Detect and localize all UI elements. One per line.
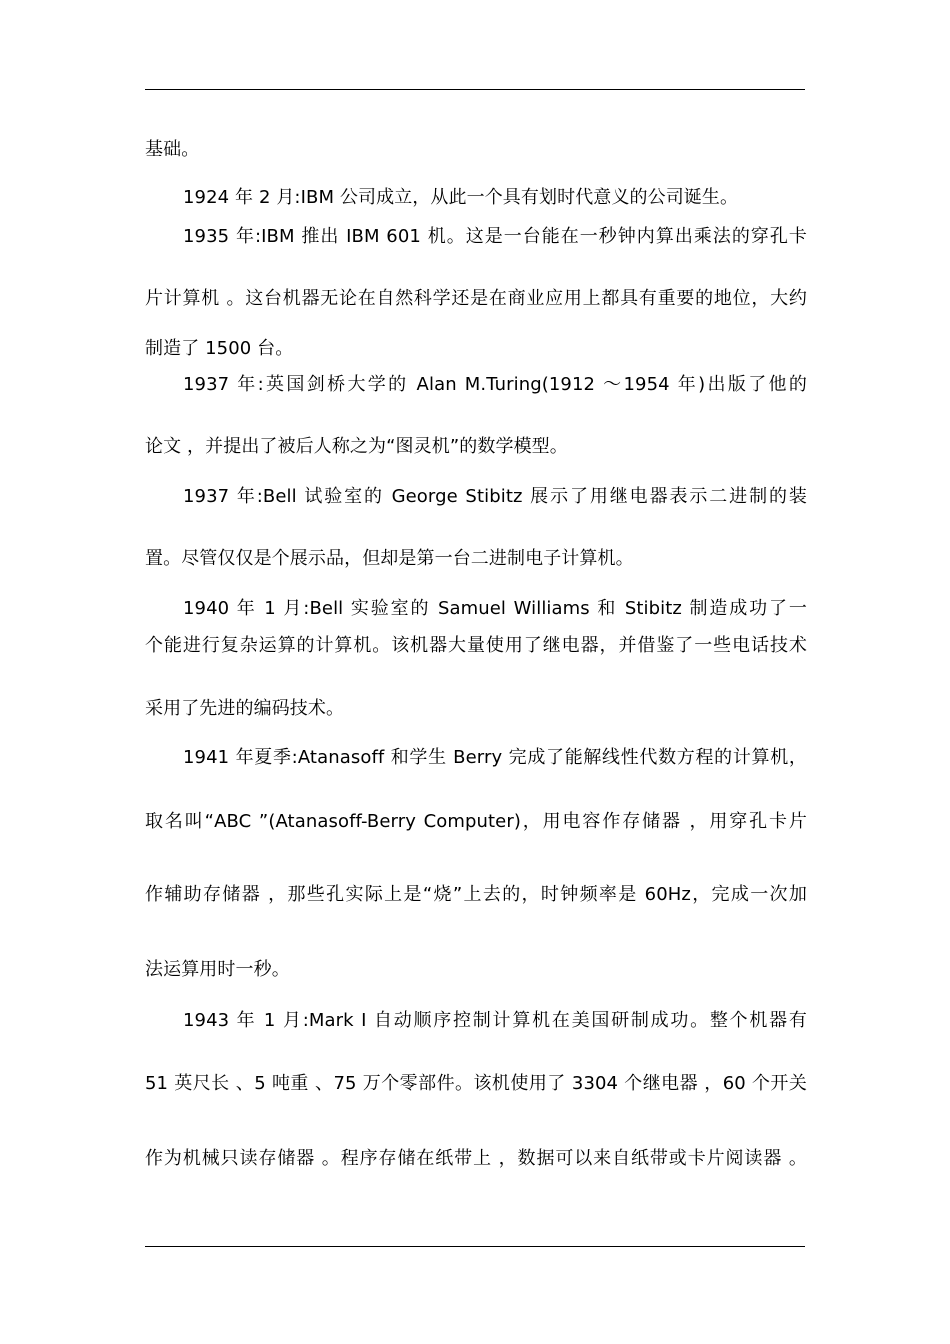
text-line-1: 基础。 bbox=[145, 139, 200, 160]
text-line-11: 个能进行复杂运算的计算机。该机器大量使用了继电器，并借鉴了一些电话技术 bbox=[145, 635, 807, 656]
text-line-5: 制造了 1500 台。 bbox=[145, 338, 294, 359]
text-line-17: 1943 年 1 月:Mark I 自动顺序控制计算机在美国研制成功。整个机器有 bbox=[183, 1010, 807, 1031]
text-line-9: 置。尽管仅仅是个展示品，但却是第一台二进制电子计算机。 bbox=[145, 548, 634, 569]
text-line-3: 1935 年:IBM 推出 IBM 601 机。这是一台能在一秒钟内算出乘法的穿孔卡 bbox=[183, 226, 807, 247]
text-line-15: 作辅助存储器 ，那些孔实际上是“烧”上去的，时钟频率是 60Hz，完成一次加 bbox=[145, 884, 807, 905]
text-line-10: 1940 年 1 月:Bell 实验室的 Samuel Williams 和 Stibitz 制造成功了一 bbox=[183, 598, 807, 619]
text-line-4: 片计算机 。这台机器无论在自然科学还是在商业应用上都具有重要的地位，大约 bbox=[145, 288, 807, 309]
text-line-14: 取名叫“ABC ”(Atanasoff-Berry Computer)，用电容作存储器 ，用穿孔卡片 bbox=[145, 811, 807, 832]
text-line-16: 法运算用时一秒。 bbox=[145, 959, 290, 980]
text-line-2: 1924 年 2 月:IBM 公司成立，从此一个具有划时代意义的公司诞生。 bbox=[183, 187, 739, 208]
text-line-19: 作为机械只读存储器 。程序存储在纸带上 ，数据可以来自纸带或卡片阅读器 。 bbox=[145, 1148, 807, 1169]
text-line-6: 1937 年:英国剑桥大学的 Alan M.Turing(1912 ～1954 年)出版了他的 bbox=[183, 374, 807, 395]
header-rule bbox=[145, 89, 805, 90]
text-line-8: 1937 年:Bell 试验室的 George Stibitz 展示了用继电器表示二进制的装 bbox=[183, 486, 807, 507]
text-line-7: 论文 ，并提出了被后人称之为“图灵机”的数学模型。 bbox=[145, 436, 568, 457]
text-line-12: 采用了先进的编码技术。 bbox=[145, 698, 345, 719]
text-line-13: 1941 年夏季:Atanasoff 和学生 Berry 完成了能解线性代数方程的计算机， bbox=[183, 747, 807, 768]
footer-rule bbox=[145, 1246, 805, 1247]
text-line-18: 51 英尺长 、5 吨重 、75 万个零部件。该机使用了 3304 个继电器 ，60 个开关 bbox=[145, 1073, 807, 1094]
